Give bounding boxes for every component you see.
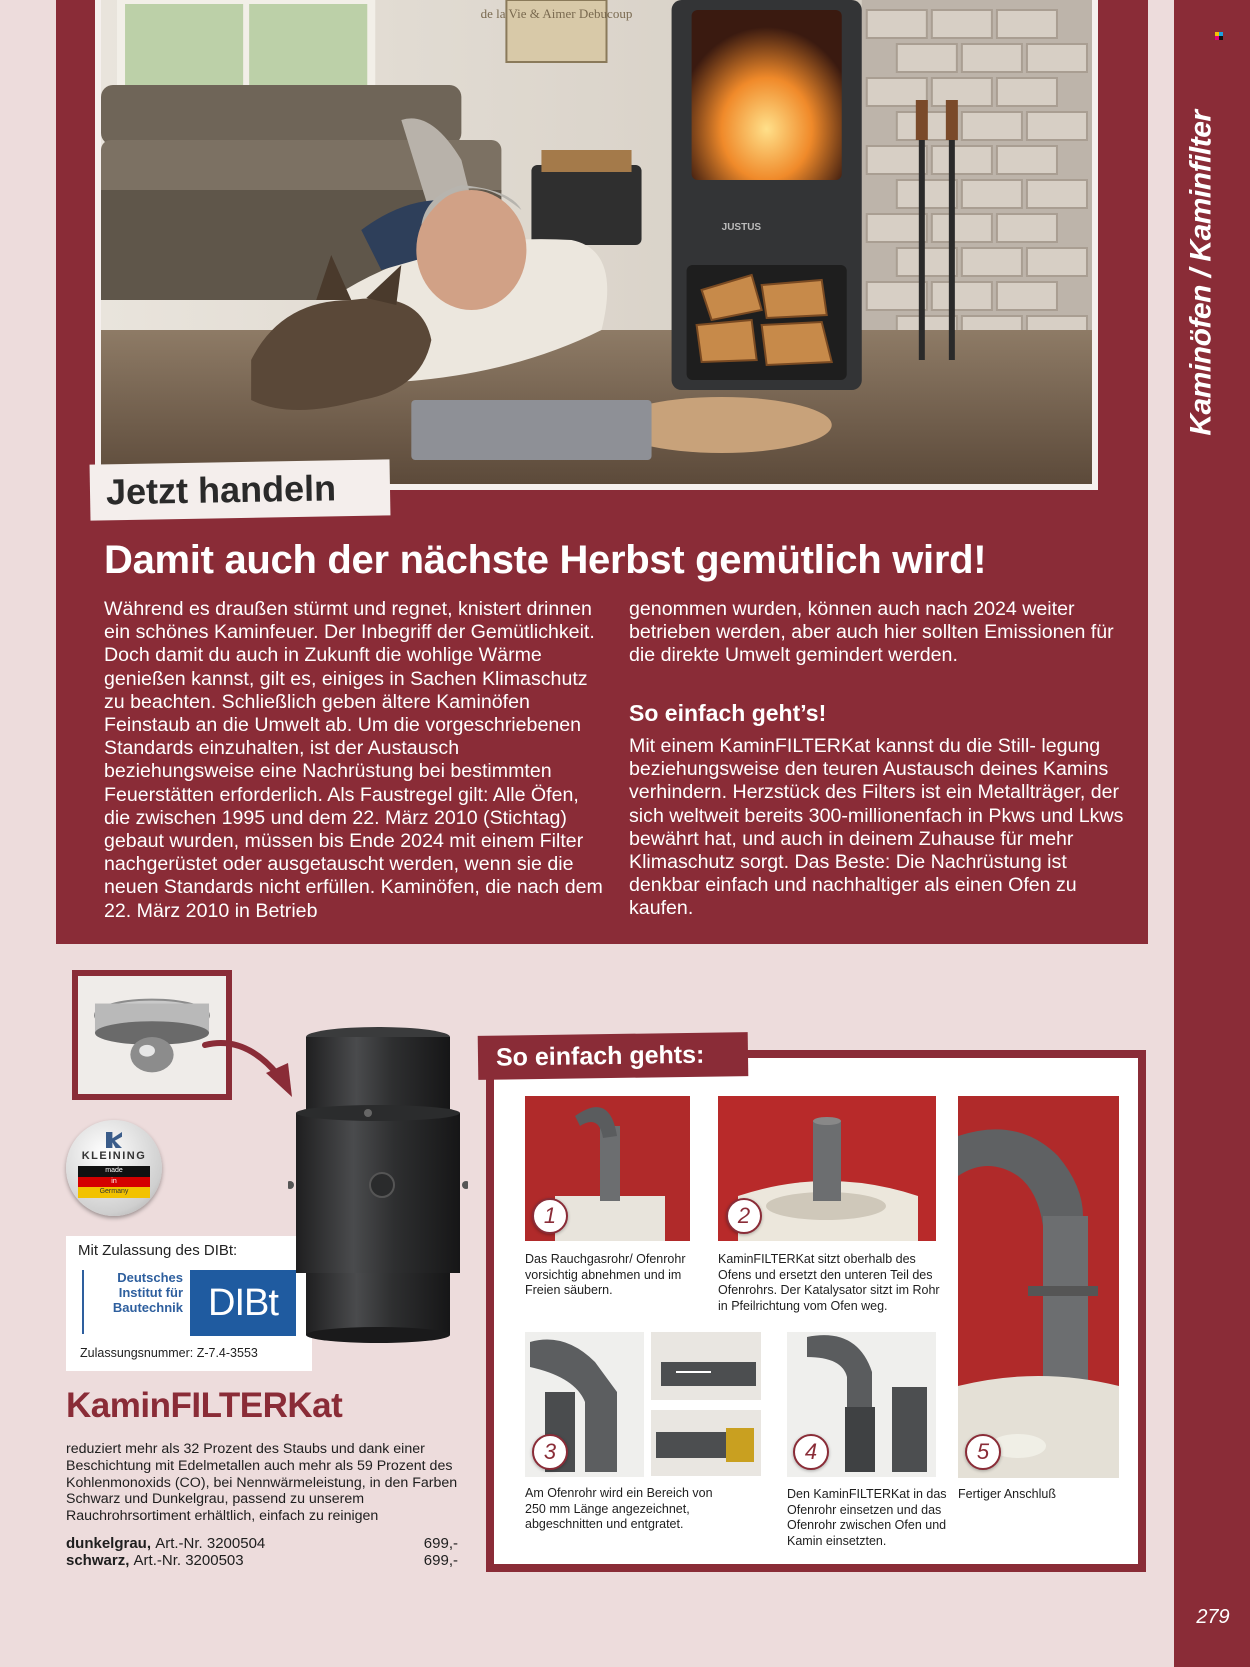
step-5-number: 5 (965, 1434, 1001, 1470)
article-body-left: Während es draußen stürmt und regnet, knistert drinnen ein schönes Kaminfeuer. Der Inbegriff der Gemütlichkeit. Doch damit du auch in Zukunft die wohlige Wärme genießen kannst, gilt es, einiges in Sachen Klimaschutz zu beachten. Schließlich geben ältere Kaminöfen Feinstaub an die Umwelt ab. Um die vorgeschriebenen Standards einzuhalten, ist der Austausch beziehungsweise eine Nachrüstung bei bestimmten Feuerstätten erforderlich. Als Faustregel gilt: Alle Öfen, die zwischen 1995 und dem 22. März 2010 (Stichtag) gebaut wurden, müssen bis Ende 2024 mit einem Filter nachgerüstet oder ausgetauscht werden, wenn sie die neuen Standards nicht erfüllen. Kaminöfen, die nach dem 22. März 2010 in Betrieb (104, 598, 603, 922)
variant-price: 699,- (423, 1535, 458, 1552)
in-label: in (111, 1177, 117, 1185)
article-headline: Damit auch der nächste Herbst gemütlich wird! (104, 538, 987, 582)
article-subheading: So einfach geht’s! (629, 700, 827, 726)
step-2-text: KaminFILTERKat sitzt oberhalb des Ofens und ersetzt den unteren Teil des Ofenrohrs. Der Katalysator sitzt im Rohr in Pfeilrichtung vom Ofen weg. (718, 1252, 940, 1313)
call-to-action-badge: Jetzt handeln (90, 459, 391, 520)
article-body-right-top: genommen wurden, können auch nach 2024 weiter betrieben werden, aber auch hier sollten Emissionen für die direkte Umwelt gemindert werden. (629, 598, 1114, 667)
variant-article-number: Art.-Nr. 3200503 (133, 1552, 244, 1569)
step-4-text: Den KaminFILTERKat in das Ofenrohr einsetzen und das Ofenrohr zwischen Ofen und Kamin einsetzten. (787, 1487, 947, 1548)
hero-photo (95, 0, 1098, 490)
installation-steps-heading: So einfach gehts: (478, 1032, 749, 1080)
article-body-right-bottom: Mit einem KaminFILTERKat kannst du die Still- legung beziehungsweise den teuren Austausch deines Kamins verhindern. Herzstück des Filters ist ein Metallträger, der sich weltweit bereits 300-millionenfach in Pkws und Lkws bewährt hat, und auch in deinem Zuhause für mehr Klimaschutz sorgt. Das Beste: Die Nachrüstung ist denkbar einfach und nachhaltiger als einen Ofen zu kaufen. (629, 735, 1124, 920)
step-1-text: Das Rauchgasrohr/ Ofenrohr vorsichtig abnehmen und im Freien säubern. (525, 1252, 686, 1297)
variant-article-number: Art.-Nr. 3200504 (155, 1535, 266, 1552)
variant-row (66, 1535, 458, 1552)
step-3-text: Am Ofenrohr wird ein Bereich von 250 mm Länge angezeichnet, abgeschnitten und entgratet. (525, 1486, 713, 1531)
dibt-institute-name: Deutsches Institut für Bautechnik (82, 1270, 187, 1334)
variant-color: schwarz, (66, 1552, 130, 1569)
step-3-photo-b (651, 1332, 761, 1400)
step-4-number: 4 (793, 1434, 829, 1470)
kaminfilterkat-product-photo (288, 1025, 468, 1345)
pointer-arrow-icon (200, 1035, 300, 1105)
product-description: reduziert mehr als 32 Prozent des Staubs und dank einer Beschichtung mit Edelmetallen auch mehr als 59 Prozent des Kohlenmonoxids (CO), bei Nennwärmeleistung, in den Farben Schwarz und Dunkelgrau, passend zu unserem Rauchrohrsortiment erhältlich, einfach zu reinigen (66, 1441, 458, 1525)
step-1-number: 1 (532, 1198, 568, 1234)
country-label: Germany (99, 1188, 129, 1195)
germany-flag-icon (78, 1166, 150, 1198)
stove-brand-text: JUSTUS (721, 222, 762, 233)
wall-sign-text: de la Vie & Aimer Debucoup (480, 6, 633, 21)
made-label: made (105, 1167, 123, 1174)
color-registration-mark (1215, 32, 1223, 40)
section-title-vertical: Kaminöfen / Kaminfilter (1185, 110, 1218, 436)
step-2-number: 2 (726, 1198, 762, 1234)
page-number: 279 (1196, 1606, 1230, 1628)
step-3-photo-c (651, 1410, 761, 1476)
dibt-approval-number: Zulassungsnummer: Z-7.4-3553 (80, 1346, 258, 1360)
variant-color: dunkelgrau, (66, 1535, 152, 1552)
dibt-heading: Mit Zulassung des DIBt: (78, 1242, 238, 1259)
step-5-text: Fertiger Anschluß (958, 1487, 1056, 1501)
kleining-made-in-germany-badge (66, 1120, 162, 1216)
step-5-photo (958, 1096, 1119, 1478)
step-3-number: 3 (532, 1434, 568, 1470)
variant-row (66, 1552, 458, 1569)
product-title: KaminFILTERKat (66, 1386, 343, 1425)
dibt-approval-box (66, 1236, 312, 1371)
dibt-logo: DIBt (190, 1270, 296, 1336)
variant-price: 699,- (423, 1552, 458, 1569)
kleining-logo-icon (106, 1132, 122, 1148)
kleining-brand-name: KLEINING (81, 1150, 147, 1162)
